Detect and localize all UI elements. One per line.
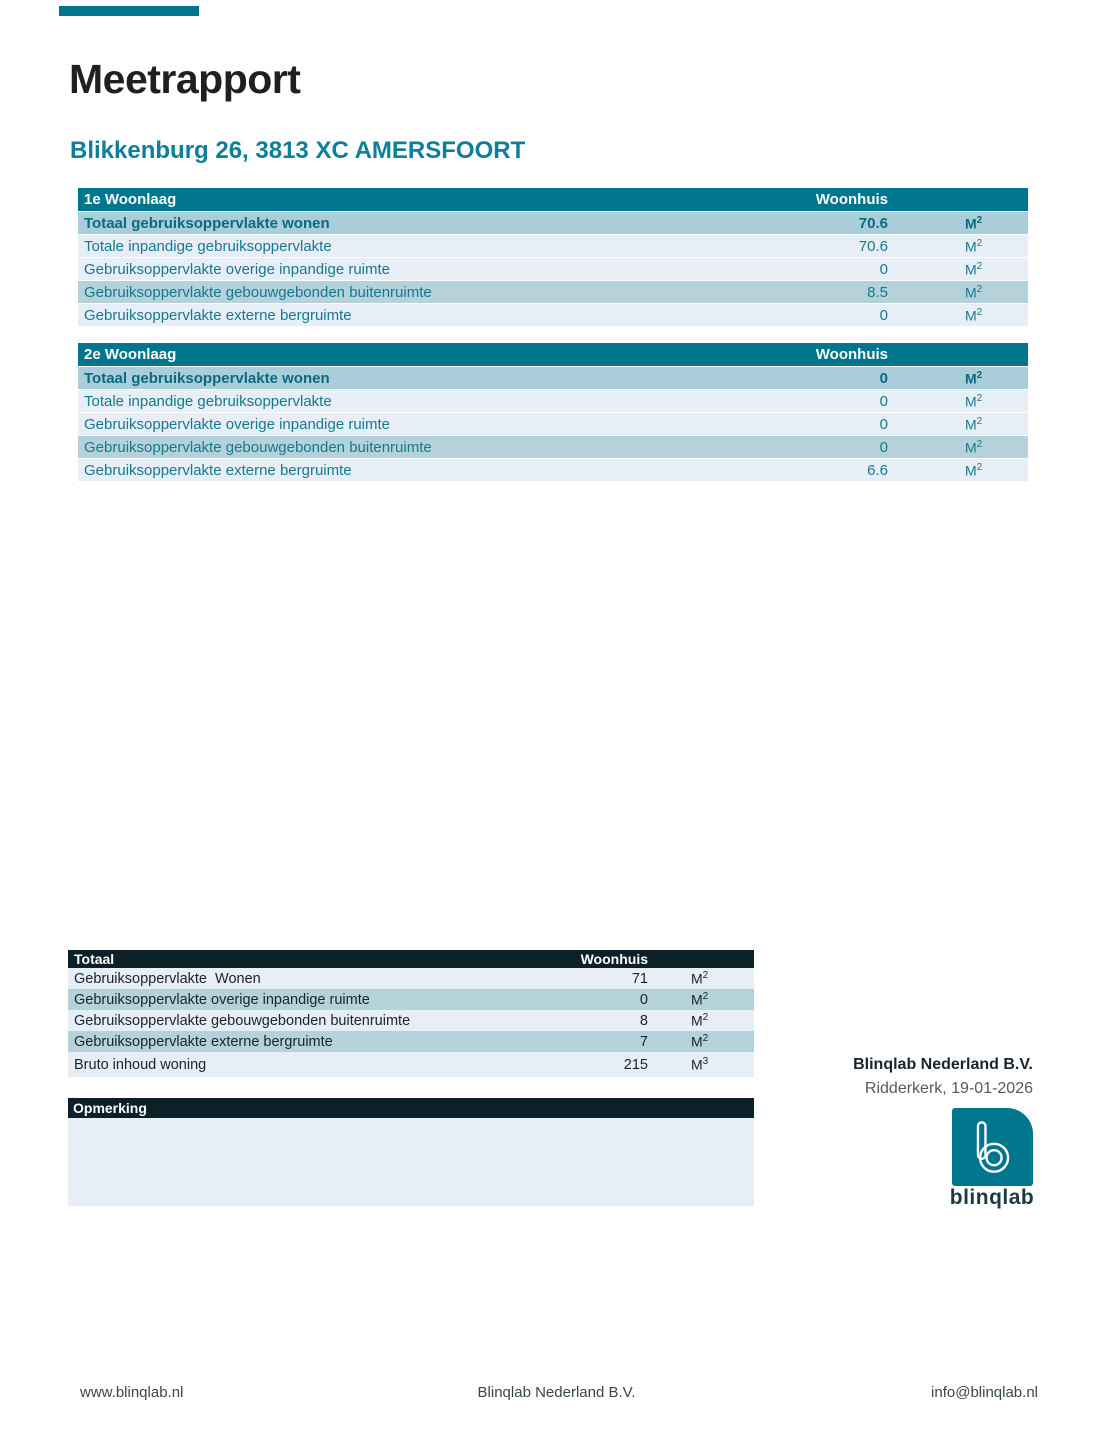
row-value: 0: [879, 260, 888, 278]
table-row: [78, 436, 1028, 458]
table-row: [78, 258, 1028, 280]
table-row: [78, 281, 1028, 303]
row-label: Gebruiksoppervlakte Wonen: [74, 970, 261, 987]
table-row: [68, 1010, 754, 1031]
row-unit: [888, 462, 1028, 479]
unit-sup: 2: [976, 260, 983, 272]
remarks-header: Opmerking: [68, 1098, 754, 1118]
row-label: Gebruiksoppervlakte gebouwgebonden buitenruimte: [84, 283, 432, 301]
unit-sup: 2: [976, 392, 983, 404]
top-accent-bar: [59, 6, 199, 16]
row-value: 0: [879, 306, 888, 324]
row-label: Bruto inhoud woning: [74, 1056, 207, 1073]
table-header-row: [68, 950, 754, 968]
table-total-row: [78, 212, 1028, 234]
row-unit: [648, 991, 754, 1008]
row-label: Gebruiksoppervlakte externe bergruimte: [74, 1033, 333, 1050]
row-unit: [888, 215, 1028, 232]
row-unit: [888, 439, 1028, 456]
row-label: Gebruiksoppervlakte externe bergruimte: [84, 306, 352, 324]
unit-sup: 2: [976, 283, 983, 295]
unit-base: M: [691, 1056, 703, 1073]
table-total-row: [78, 367, 1028, 389]
unit-base: M: [965, 370, 977, 387]
row-value: 0: [879, 392, 888, 410]
table-row: [68, 989, 754, 1010]
table-title: 1e Woonlaag: [84, 191, 177, 208]
table-header-row: [78, 188, 1028, 211]
unit-sup: 2: [702, 1033, 709, 1045]
row-value: 8: [639, 1012, 648, 1029]
unit-base: M: [965, 284, 977, 301]
table-row: [78, 304, 1028, 326]
row-label: Totale inpandige gebruiksoppervlakte: [84, 392, 332, 410]
row-value: 70.6: [858, 214, 888, 232]
unit-sup: 2: [976, 237, 983, 249]
footer-website: www.blinqlab.nl: [80, 1384, 184, 1401]
row-value: 70.6: [858, 237, 888, 255]
table-row: [68, 1052, 754, 1077]
unit-sup: 2: [702, 991, 709, 1003]
totals-table: [68, 950, 754, 1077]
logo-b-glyph: [964, 1118, 1022, 1176]
row-label: Totale inpandige gebruiksoppervlakte: [84, 237, 332, 255]
unit-base: M: [965, 416, 977, 433]
remarks-section: [68, 1098, 754, 1206]
table-title: 2e Woonlaag: [84, 346, 177, 363]
row-unit: [648, 1056, 754, 1073]
unit-sup: 2: [976, 306, 983, 318]
row-unit: [888, 307, 1028, 324]
row-label: Totaal gebruiksoppervlakte wonen: [84, 214, 330, 232]
unit-sup: 2: [976, 415, 983, 427]
row-label: Gebruiksoppervlakte externe bergruimte: [84, 461, 352, 479]
table-row: [78, 413, 1028, 435]
unit-base: M: [965, 215, 977, 232]
table-header-row: [78, 343, 1028, 366]
row-value: 0: [879, 415, 888, 433]
unit-base: M: [691, 1033, 703, 1050]
row-label: Gebruiksoppervlakte overige inpandige ruimte: [84, 260, 391, 278]
table-row: [68, 968, 754, 989]
row-unit: [648, 970, 754, 987]
row-label: Gebruiksoppervlakte overige inpandige ruimte: [84, 415, 391, 433]
column-header: Woonhuis: [815, 191, 888, 208]
blinqlab-logo-icon: [952, 1108, 1033, 1186]
table-row: [78, 390, 1028, 412]
row-value: 0: [879, 369, 888, 387]
row-value: 0: [879, 438, 888, 456]
table-row: [78, 459, 1028, 481]
row-value: 0: [639, 991, 648, 1008]
unit-base: M: [965, 261, 977, 278]
row-value: 71: [631, 970, 648, 987]
row-unit: [888, 416, 1028, 433]
row-value: 7: [639, 1033, 648, 1050]
unit-sup: 2: [976, 369, 983, 381]
row-unit: [648, 1012, 754, 1029]
floor-table-1: [78, 188, 1028, 327]
row-label: Gebruiksoppervlakte gebouwgebonden buitenruimte: [74, 1012, 411, 1029]
unit-base: M: [691, 991, 703, 1008]
table-title: Totaal: [74, 951, 115, 967]
column-header: Woonhuis: [580, 951, 648, 967]
signature-place-date: Ridderkerk, 19-01-2026: [864, 1080, 1033, 1097]
row-unit: [888, 370, 1028, 387]
unit-base: M: [691, 970, 703, 987]
row-unit: [888, 261, 1028, 278]
row-label: Gebruiksoppervlakte gebouwgebonden buitenruimte: [84, 438, 432, 456]
row-unit: [888, 393, 1028, 410]
row-unit: [888, 284, 1028, 301]
property-address: Blikkenburg 26, 3813 XC AMERSFOORT: [70, 137, 526, 164]
column-header: Woonhuis: [815, 346, 888, 363]
row-value: 6.6: [867, 461, 888, 479]
unit-base: M: [965, 462, 977, 479]
unit-base: M: [965, 439, 977, 456]
unit-sup: 2: [702, 1012, 709, 1024]
unit-sup: 2: [976, 461, 983, 473]
unit-sup: 3: [702, 1056, 709, 1068]
row-value: 215: [623, 1056, 648, 1073]
footer-company: Blinqlab Nederland B.V.: [477, 1384, 636, 1401]
unit-base: M: [965, 307, 977, 324]
blinqlab-wordmark: blinqlab: [949, 1186, 1035, 1209]
unit-sup: 2: [976, 214, 983, 226]
page-title: Meetrapport: [69, 56, 301, 102]
row-value: 8.5: [867, 283, 888, 301]
table-row: [78, 235, 1028, 257]
row-unit: [888, 238, 1028, 255]
unit-base: M: [965, 238, 977, 255]
row-unit: [648, 1033, 754, 1050]
row-label: Gebruiksoppervlakte overige inpandige ruimte: [74, 991, 370, 1008]
table-row: [68, 1031, 754, 1052]
remarks-body: [68, 1118, 754, 1206]
unit-base: M: [965, 393, 977, 410]
floor-table-2: [78, 343, 1028, 482]
unit-sup: 2: [976, 438, 983, 450]
row-label: Totaal gebruiksoppervlakte wonen: [84, 369, 330, 387]
unit-sup: 2: [702, 970, 709, 982]
unit-base: M: [691, 1012, 703, 1029]
footer-email: info@blinqlab.nl: [931, 1384, 1038, 1401]
signature-company: Blinqlab Nederland B.V.: [853, 1056, 1033, 1073]
